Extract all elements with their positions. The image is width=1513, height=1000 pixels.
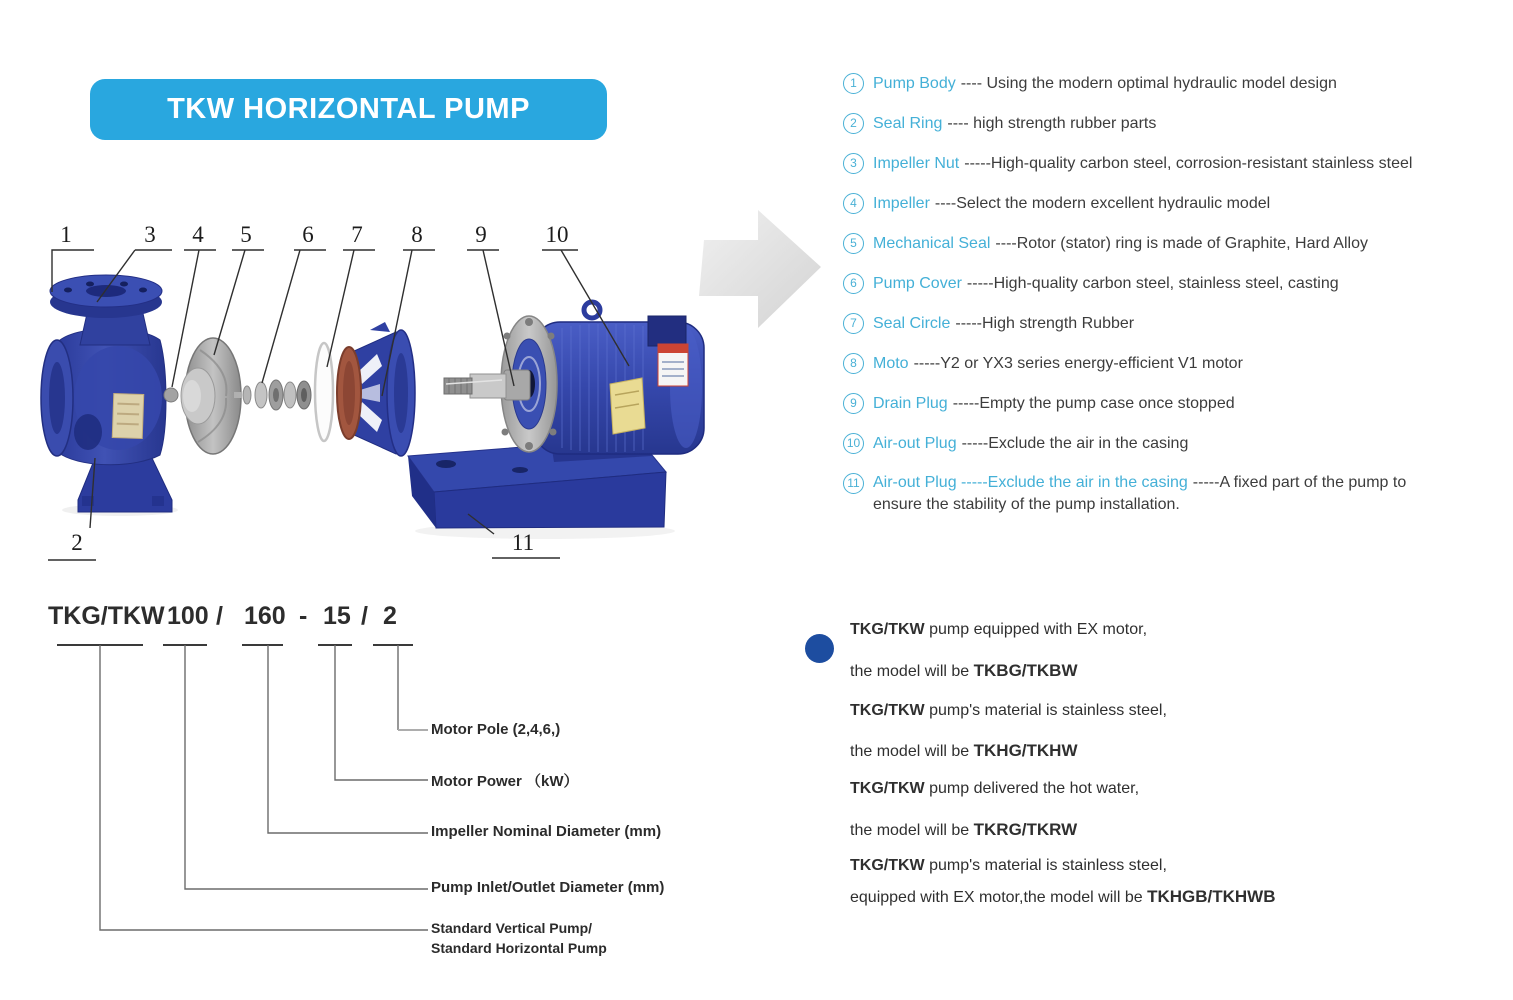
part-description: -----Y2 or YX3 series energy-efficient V1 motor [913, 355, 1243, 372]
part-name: Pump Body [873, 75, 956, 92]
part-number-badge: 11 [843, 473, 864, 494]
part-number-3: 3 [144, 222, 156, 247]
pump-body-illustration [41, 275, 178, 516]
part-description: ---- Using the modern optimal hydraulic model design [960, 75, 1337, 92]
parts-list-item [843, 232, 1505, 256]
callout-pump-type-line2: Standard Horizontal Pump [431, 940, 607, 956]
variant-condition [850, 780, 1139, 798]
part-description: ----Select the modern excellent hydraulic model [934, 195, 1271, 212]
variant-condition [850, 857, 1167, 875]
part-description: -----High-quality carbon steel, stainless steel, casting [966, 275, 1339, 292]
variant-model: TKHG/TKHW [973, 741, 1078, 760]
part-number-badge: 10 [843, 433, 864, 454]
part-number-4: 4 [192, 222, 204, 247]
mechanical-seal-parts-illustration [234, 380, 311, 410]
variant-condition [850, 702, 1167, 720]
callout-motor-pole: Motor Pole (2,4,6,) [431, 721, 561, 738]
impeller-illustration [164, 338, 241, 454]
part-name: Impeller Nut [873, 155, 960, 172]
part-number-6: 6 [302, 222, 314, 247]
part-description: ----Rotor (stator) ring is made of Graphite, Hard Alloy [995, 235, 1368, 252]
part-number-8: 8 [411, 222, 423, 247]
parts-list-item [843, 272, 1505, 296]
part-name: Impeller [873, 195, 930, 212]
motor-illustration [408, 302, 704, 539]
part-number-11: 11 [511, 530, 535, 555]
model-segment-inlet: 100 [167, 602, 209, 630]
part-name: Air-out Plug -----Exclude the air in the casing [873, 474, 1188, 491]
part-number-badge: 2 [843, 113, 864, 134]
part-name: Moto [873, 355, 909, 372]
part-description: -----A fixed part of the pump to [1192, 474, 1407, 491]
variant-text: equipped with EX motor,the model will be [850, 889, 1148, 906]
variant-result [850, 820, 1077, 840]
variant-brand: TKG/TKW [850, 702, 925, 719]
part-number-5: 5 [240, 222, 252, 247]
part-number-badge: 8 [843, 353, 864, 374]
arrow-right-icon [699, 210, 821, 328]
part-number-badge: 5 [843, 233, 864, 254]
part-number-badge: 6 [843, 273, 864, 294]
variant-text: the model will be [850, 743, 974, 760]
variant-result [850, 741, 1078, 761]
part-number-badge: 1 [843, 73, 864, 94]
seal-circle-illustration [315, 343, 333, 441]
parts-list-item [843, 352, 1505, 376]
title-banner [90, 79, 607, 140]
page-title: TKW HORIZONTAL PUMP [167, 93, 530, 125]
model-segment-impeller: 160 [244, 602, 286, 630]
callout-pump-type-line1: Standard Vertical Pump/ [431, 920, 593, 936]
part-name: Pump Cover [873, 275, 962, 292]
variant-model: TKRG/TKRW [973, 820, 1078, 839]
part-description: ---- high strength rubber parts [947, 115, 1157, 132]
part-number-1: 1 [60, 222, 72, 247]
parts-list [843, 72, 1505, 532]
model-segment-series: TKG/TKW [48, 602, 165, 630]
bullet-circle-icon [805, 634, 834, 663]
part-number-2: 2 [71, 530, 83, 555]
parts-list-item [843, 112, 1505, 136]
model-segment-power: 15 [323, 602, 351, 630]
part-number-badge: 4 [843, 193, 864, 214]
variant-text: the model will be [850, 822, 974, 839]
parts-list-item [843, 432, 1505, 456]
variant-model: TKHGB/TKHWB [1147, 887, 1276, 906]
parts-list-item [843, 392, 1505, 416]
part-description: -----High-quality carbon steel, corrosion-resistant stainless steel [964, 155, 1413, 172]
model-separator: / [216, 602, 223, 630]
variant-text: the model will be [850, 663, 974, 680]
model-separator: / [361, 602, 368, 630]
part-description: -----Exclude the air in the casing [961, 435, 1189, 452]
parts-list-item [843, 152, 1505, 176]
part-number-badge: 3 [843, 153, 864, 174]
variant-text: pump's material is stainless steel, [924, 857, 1167, 874]
part-number-badge: 9 [843, 393, 864, 414]
part-number-9: 9 [475, 222, 487, 247]
part-number-10: 10 [545, 222, 569, 247]
lifting-eye-icon [584, 302, 600, 318]
model-segment-pole: 2 [383, 602, 397, 630]
parts-list-item [843, 312, 1505, 336]
parts-list-item [843, 72, 1505, 96]
variant-text: pump equipped with EX motor, [924, 621, 1148, 638]
variant-model: TKBG/TKBW [973, 661, 1078, 680]
part-description-line2: ensure the stability of the pump installation. [873, 496, 1180, 513]
variant-result [850, 887, 1275, 907]
model-code-callout-lines [57, 645, 428, 930]
part-number-badge: 7 [843, 313, 864, 334]
variant-text: pump's material is stainless steel, [924, 702, 1167, 719]
part-number-7: 7 [351, 222, 363, 247]
variant-brand: TKG/TKW [850, 780, 925, 797]
pump-cover-illustration [337, 322, 415, 456]
variant-brand: TKG/TKW [850, 857, 925, 874]
part-name: Mechanical Seal [873, 235, 991, 252]
part-description: -----Empty the pump case once stopped [952, 395, 1235, 412]
part-name: Seal Circle [873, 315, 951, 332]
callout-impeller-diameter: Impeller Nominal Diameter (mm) [431, 823, 662, 840]
callout-motor-power: Motor Power （kW） [431, 773, 579, 790]
variant-brand: TKG/TKW [850, 621, 925, 638]
part-description: -----High strength Rubber [955, 315, 1135, 332]
variant-condition [850, 621, 1147, 639]
part-name: Air-out Plug [873, 435, 957, 452]
part-name: Seal Ring [873, 115, 943, 132]
parts-list-item [843, 192, 1505, 216]
variant-result [850, 661, 1078, 681]
parts-list-item [843, 472, 1505, 516]
part-name: Drain Plug [873, 395, 948, 412]
variant-text: pump delivered the hot water, [924, 780, 1140, 797]
model-separator: - [299, 602, 308, 630]
callout-inlet-outlet-diameter: Pump Inlet/Outlet Diameter (mm) [431, 879, 665, 896]
